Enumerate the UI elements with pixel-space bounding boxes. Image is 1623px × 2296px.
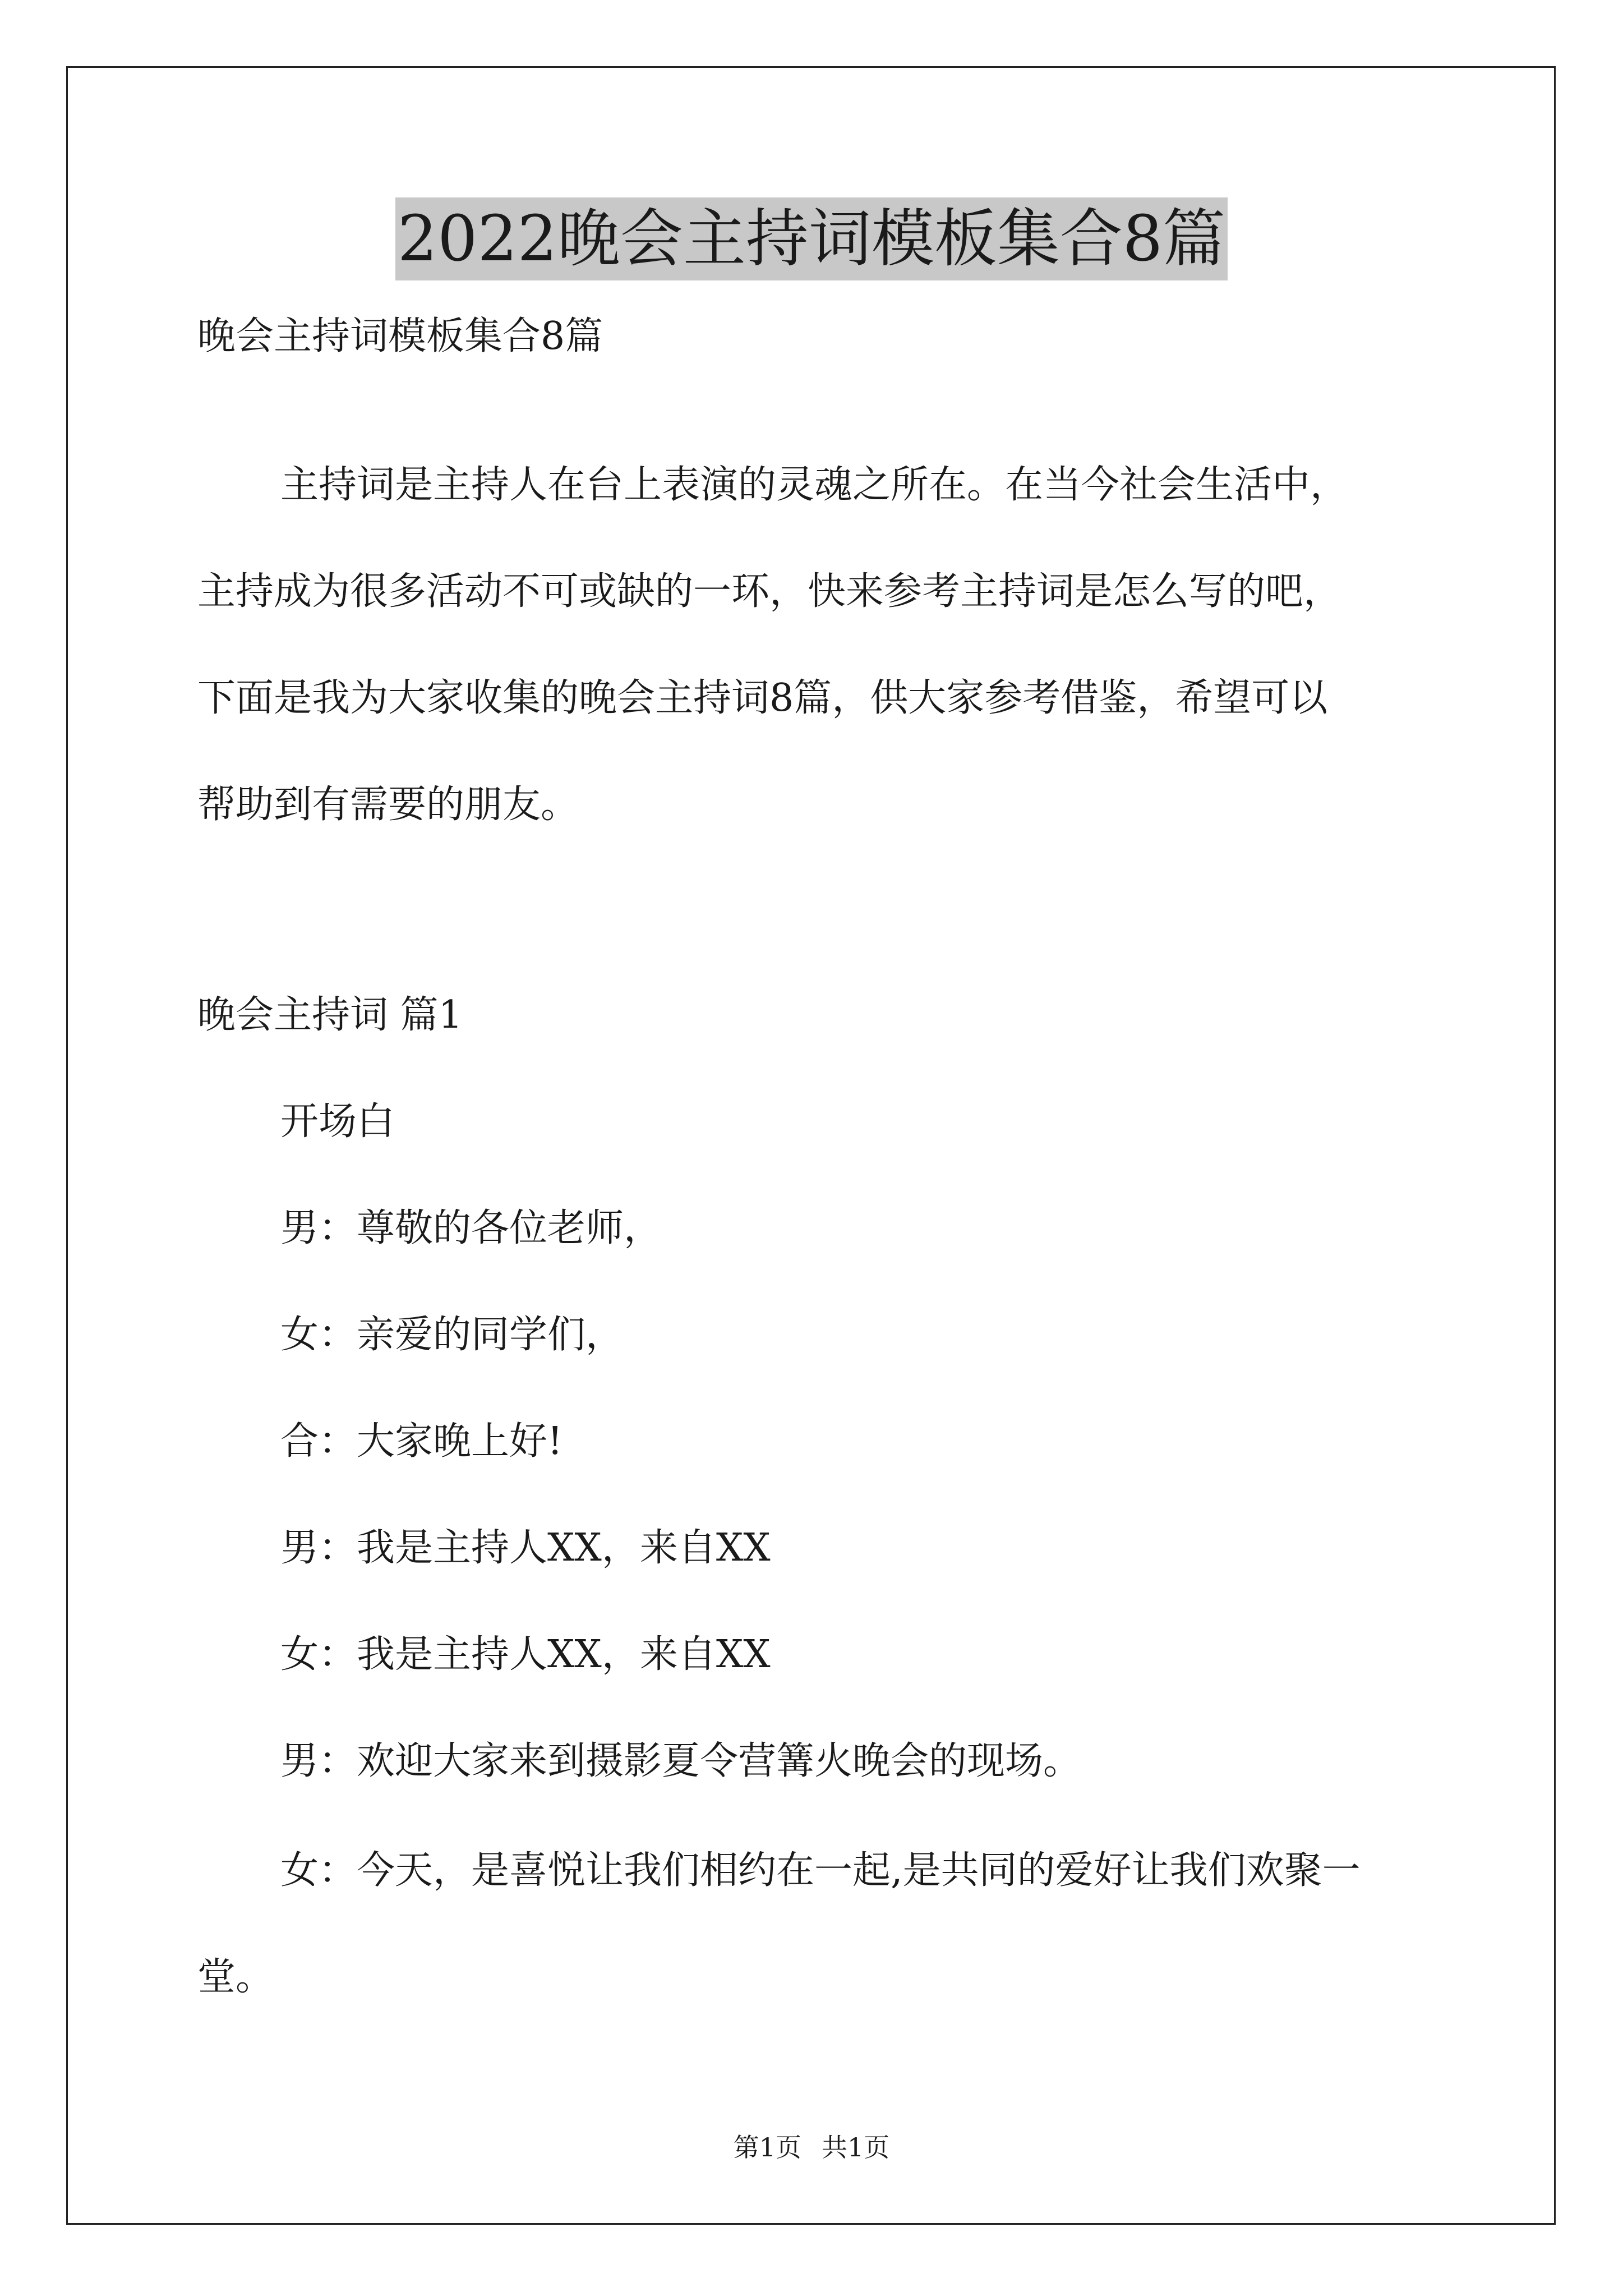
page-total: 共1页 (822, 2132, 890, 2162)
page-number: 第1页 (733, 2132, 801, 2162)
body-line: 男：尊敬的各位老师， (280, 1206, 662, 1250)
body-line: 女：我是主持人XX，来自XX (280, 1632, 771, 1677)
intro-line: 帮助到有需要的朋友。 (197, 783, 579, 827)
body-line: 合：大家晚上好! (280, 1419, 563, 1464)
body-line: 男：我是主持人XX，来自XX (280, 1526, 771, 1570)
body-line: 开场白 (280, 1099, 395, 1144)
intro-line: 下面是我为大家收集的晚会主持词8篇，供大家参考借鉴，希望可以 (197, 676, 1328, 720)
page-footer (0, 2132, 1623, 2163)
intro-line: 主持词是主持人在台上表演的灵魂之所在。在当今社会生活中， (280, 463, 1349, 507)
document-title: 2022晚会主持词模板集合8篇 (395, 197, 1228, 280)
body-line: 堂。 (197, 1955, 274, 1999)
page-border (66, 66, 1556, 2225)
body-line: 女：亲爱的同学们， (280, 1313, 624, 1357)
document-subtitle: 晚会主持词模板集合8篇 (197, 314, 603, 358)
intro-line: 主持成为很多活动不可或缺的一环，快来参考主持词是怎么写的吧， (197, 569, 1342, 614)
body-line: 女：今天，是喜悦让我们相约在一起,是共同的爱好让我们欢聚一 (280, 1848, 1361, 1893)
body-line: 男：欢迎大家来到摄影夏令营篝火晚会的现场。 (280, 1739, 1082, 1783)
section-heading: 晚会主持词 篇1 (197, 993, 463, 1037)
title-container (0, 197, 1623, 280)
